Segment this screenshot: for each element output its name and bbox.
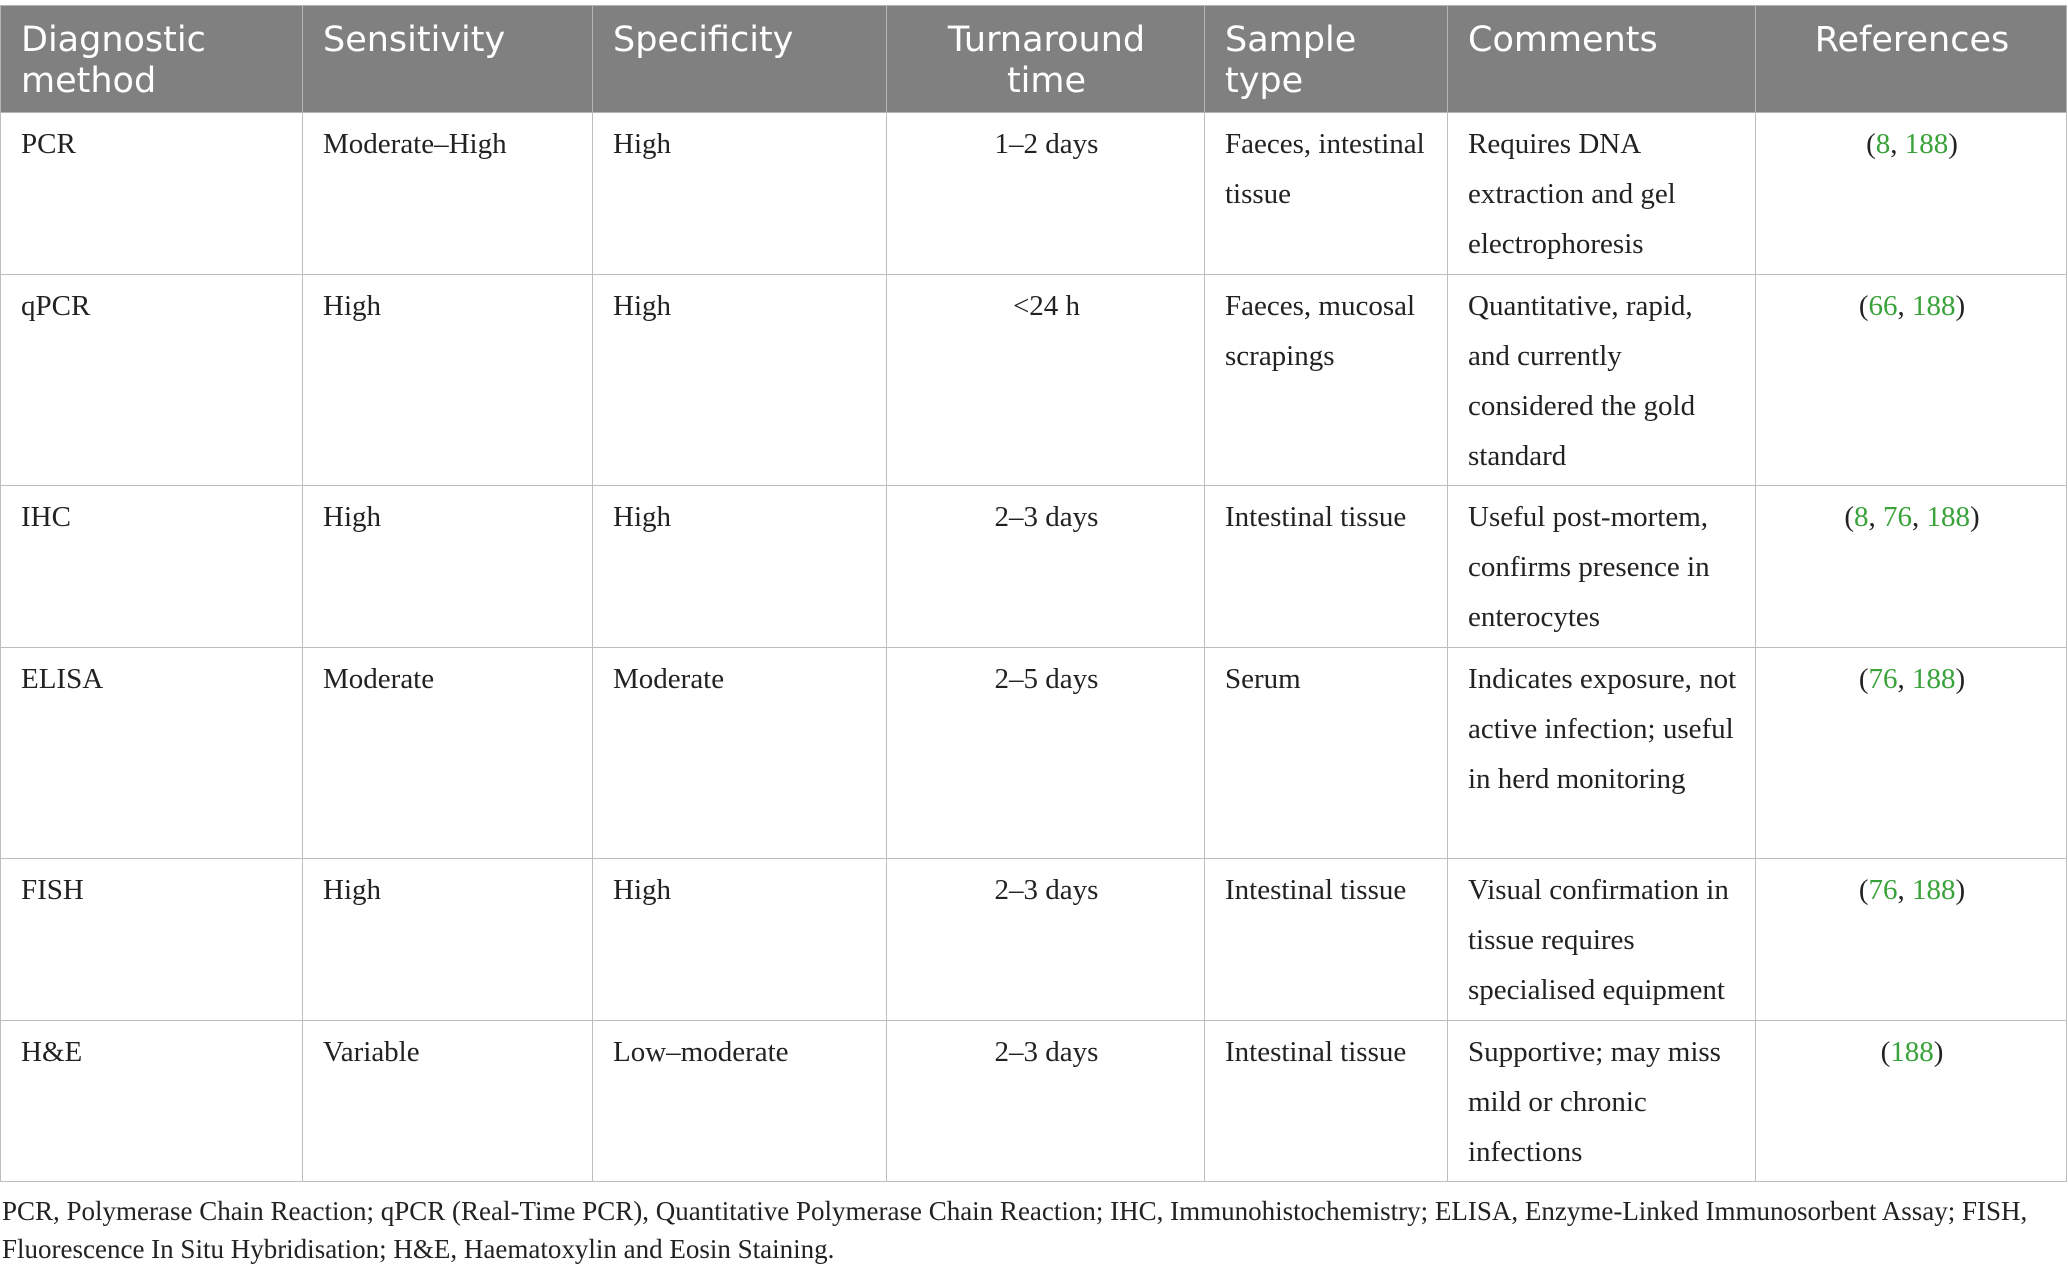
cell-sensitivity: High: [303, 859, 593, 1021]
cell-comments: Quantitative, rapid, and currently considered the gold standard: [1448, 275, 1756, 486]
cell-references: (76, 188): [1756, 859, 2067, 1021]
cell-method: PCR: [1, 113, 303, 275]
table-row: [1, 859, 2067, 1021]
cell-turnaround: <24 h: [887, 275, 1205, 486]
reference-link[interactable]: 76: [1883, 501, 1912, 533]
cell-specificity: High: [593, 275, 887, 486]
cell-references: (66, 188): [1756, 275, 2067, 486]
reference-link[interactable]: 188: [1912, 663, 1956, 695]
cell-turnaround: 2–3 days: [887, 1021, 1205, 1182]
cell-method: ELISA: [1, 648, 303, 859]
cell-sample-type: Intestinal tissue: [1205, 486, 1448, 648]
cell-sensitivity: High: [303, 275, 593, 486]
cell-specificity: High: [593, 859, 887, 1021]
reference-link[interactable]: 188: [1904, 128, 1949, 160]
table-row: [1, 113, 2067, 275]
cell-comments: Useful post-mortem, confirms presence in enterocytes: [1448, 486, 1756, 648]
header-sensitivity: Sensitivity: [303, 6, 593, 113]
reference-link[interactable]: 188: [1912, 874, 1956, 906]
table-row: [1, 486, 2067, 648]
header-diagnostic-method: Diagnostic method: [1, 6, 303, 113]
cell-sample-type: Intestinal tissue: [1205, 1021, 1448, 1182]
header-sample-type: Sample type: [1205, 6, 1448, 113]
diagnostic-methods-table: [0, 5, 2067, 1182]
cell-references: (8, 188): [1756, 113, 2067, 275]
cell-sensitivity: Variable: [303, 1021, 593, 1182]
cell-method: IHC: [1, 486, 303, 648]
reference-link[interactable]: 66: [1868, 290, 1898, 322]
reference-link[interactable]: 8: [1875, 128, 1891, 160]
table-footnote: PCR, Polymerase Chain Reaction; qPCR (Real-Time PCR), Quantitative Polymerase Chain Reaction; IHC, Immunohistochemistry; ELISA, Enzyme-Linked Immunosorbent Assay; FISH, Fluorescence In Situ Hybridisation; H&E, Haematoxylin and Eosin Staining.: [2, 1196, 2028, 1264]
cell-specificity: Low–moderate: [593, 1021, 887, 1182]
cell-references: (76, 188): [1756, 648, 2067, 859]
cell-sensitivity: High: [303, 486, 593, 648]
cell-comments: Indicates exposure, not active infection; useful in herd monitoring: [1448, 648, 1756, 859]
cell-turnaround: 2–3 days: [887, 859, 1205, 1021]
cell-method: H&E: [1, 1021, 303, 1182]
cell-turnaround: 2–3 days: [887, 486, 1205, 648]
cell-references: (188): [1756, 1021, 2067, 1182]
cell-comments: Requires DNA extraction and gel electrophoresis: [1448, 113, 1756, 275]
cell-turnaround: 2–5 days: [887, 648, 1205, 859]
table-row: [1, 1021, 2067, 1182]
reference-link[interactable]: 76: [1868, 874, 1898, 906]
reference-link[interactable]: 76: [1868, 663, 1898, 695]
reference-link[interactable]: 188: [1890, 1036, 1934, 1068]
cell-sample-type: Serum: [1205, 648, 1448, 859]
cell-sensitivity: Moderate–High: [303, 113, 593, 275]
cell-method: qPCR: [1, 275, 303, 486]
cell-method: FISH: [1, 859, 303, 1021]
table-row: [1, 275, 2067, 486]
cell-references: (8, 76, 188): [1756, 486, 2067, 648]
reference-link[interactable]: 8: [1854, 501, 1869, 533]
header-comments: Comments: [1448, 6, 1756, 113]
reference-link[interactable]: 188: [1912, 290, 1956, 322]
header-turnaround-time: Turnaround time: [887, 6, 1205, 113]
cell-sample-type: Intestinal tissue: [1205, 859, 1448, 1021]
cell-specificity: Moderate: [593, 648, 887, 859]
cell-turnaround: 1–2 days: [887, 113, 1205, 275]
cell-comments: Supportive; may miss mild or chronic infections: [1448, 1021, 1756, 1182]
cell-comments: Visual confirmation in tissue requires specialised equipment: [1448, 859, 1756, 1021]
cell-specificity: High: [593, 113, 887, 275]
cell-sensitivity: Moderate: [303, 648, 593, 859]
reference-link[interactable]: 188: [1926, 501, 1970, 533]
cell-sample-type: Faeces, mucosal scrapings: [1205, 275, 1448, 486]
header-row: [1, 6, 2067, 113]
header-specificity: Specificity: [593, 6, 887, 113]
table-row: [1, 648, 2067, 859]
cell-sample-type: Faeces, intestinal tissue: [1205, 113, 1448, 275]
header-references: References: [1756, 6, 2067, 113]
cell-specificity: High: [593, 486, 887, 648]
